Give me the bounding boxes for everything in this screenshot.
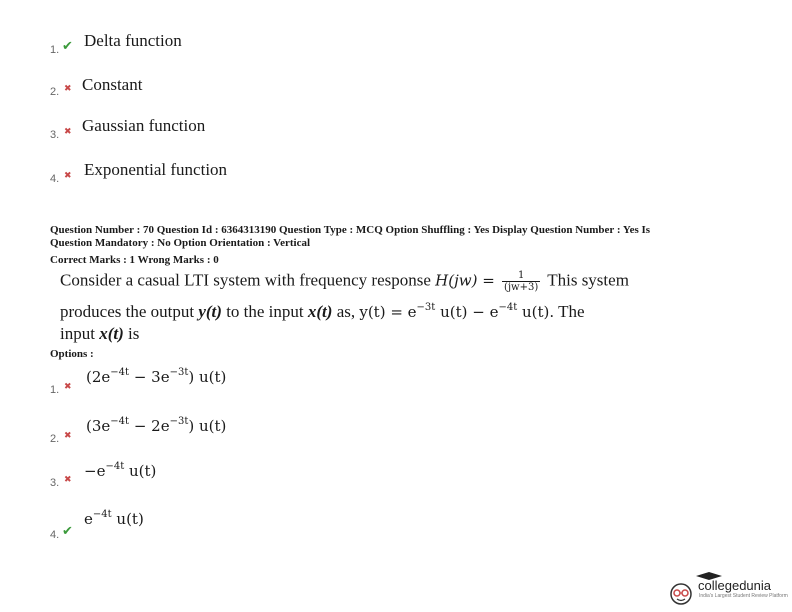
prev-option-4-number: 4.: [50, 173, 60, 185]
exponent: −3t: [416, 302, 436, 313]
question-text: is: [128, 324, 140, 343]
expr-part: (2e: [86, 368, 111, 386]
prev-option-2-number: 2.: [50, 86, 60, 98]
expr-part: − 3e: [129, 368, 170, 386]
option-2-number: 2.: [50, 433, 60, 445]
option-3-expression: [84, 462, 156, 480]
question-text: input: [60, 324, 95, 343]
fraction-numerator: 1: [502, 270, 540, 282]
input-symbol: x(t): [307, 302, 333, 321]
expr-part: e: [84, 510, 93, 528]
exponent: −3t: [169, 367, 189, 378]
question-text: as,: [336, 302, 356, 321]
transfer-function-fraction: [502, 270, 540, 293]
option-2-expression: [86, 417, 226, 435]
question-line-3: [60, 324, 139, 344]
cross-icon: ✖: [64, 171, 72, 181]
question-text-part2: This system: [547, 270, 629, 290]
collegedunia-logo: [668, 572, 788, 608]
exponent: −4t: [110, 416, 130, 427]
exponent: −3t: [169, 416, 189, 427]
check-icon: ✔: [62, 39, 73, 54]
exponent: −4t: [105, 461, 125, 472]
cross-icon: ✖: [64, 431, 72, 441]
expr-part: − 2e: [129, 417, 170, 435]
prev-option-1-number: 1.: [50, 44, 60, 56]
question-line-2: [60, 302, 585, 322]
equation-part: u(t) − e: [435, 303, 499, 321]
prev-option-1-text: Delta function: [84, 31, 182, 50]
brand-tagline: India's Largest Student Review Platform: [699, 593, 788, 599]
output-symbol: y(t): [198, 302, 222, 321]
option-4-number: 4.: [50, 529, 60, 541]
option-1-number: 1.: [50, 384, 60, 396]
fraction-denominator: (jw+3): [504, 282, 539, 293]
expr-part: ) u(t): [188, 417, 227, 435]
question-text-part1: Consider a casual LTI system with frequency response: [60, 270, 431, 290]
prev-option-3-text: Gaussian function: [82, 116, 206, 135]
option-1-expression: [86, 368, 226, 386]
student-face-icon: [668, 580, 694, 606]
cross-icon: ✖: [64, 475, 72, 485]
equation-part: y(t) = e: [359, 303, 417, 321]
prev-option-4-text: Exponential function: [84, 160, 228, 179]
option-4-expression: [84, 510, 144, 528]
cross-icon: ✖: [64, 84, 72, 94]
check-icon: ✔: [62, 524, 73, 539]
expr-part: (3e: [86, 417, 111, 435]
question-line-1: [60, 270, 629, 293]
equation-part: u(t).: [517, 303, 555, 321]
prev-option-2-text: Constant: [82, 75, 143, 94]
question-text: produces the output: [60, 302, 195, 321]
exponent: −4t: [110, 367, 130, 378]
exponent: −4t: [92, 509, 112, 520]
transfer-function-label: H(jw) =: [435, 271, 495, 290]
options-label: Options :: [50, 348, 94, 360]
cross-icon: ✖: [64, 382, 72, 392]
question-marks: Correct Marks : 1 Wrong Marks : 0: [50, 254, 219, 266]
expr-part: −e: [84, 462, 106, 480]
question-meta-line2: Question Mandatory : No Option Orientation : Vertical: [50, 237, 311, 249]
question-text: to the input: [226, 302, 304, 321]
output-equation: [359, 303, 554, 321]
exponent: −4t: [498, 302, 518, 313]
option-3-number: 3.: [50, 477, 60, 489]
cross-icon: ✖: [64, 127, 72, 137]
question-meta-line1: Question Number : 70 Question Id : 6364313190 Question Type : MCQ Option Shuffling : Yes Display Question Number : Yes Is: [50, 224, 651, 236]
input-symbol: x(t): [99, 324, 124, 343]
question-text: The: [558, 302, 585, 321]
expr-part: u(t): [124, 462, 157, 480]
brand-name: collegedunia: [698, 578, 772, 593]
prev-option-3-number: 3.: [50, 129, 60, 141]
expr-part: ) u(t): [188, 368, 227, 386]
expr-part: u(t): [111, 510, 144, 528]
